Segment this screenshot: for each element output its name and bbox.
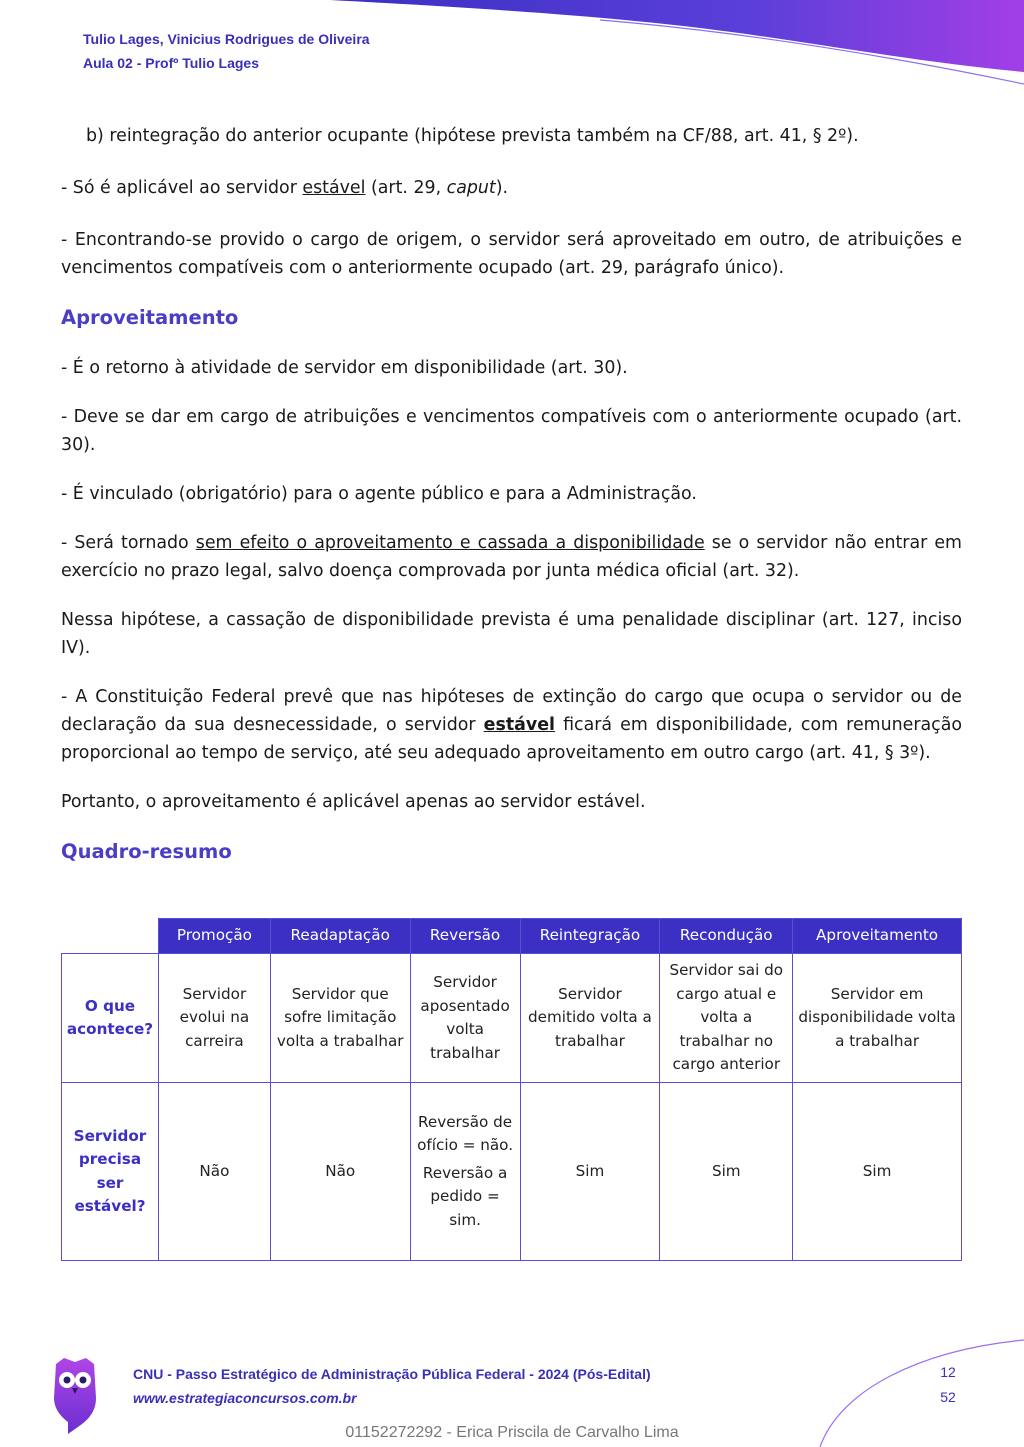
paragraph-constituicao — [61, 683, 962, 767]
paragraph-estavel-a: - Só é aplicável ao servidor — [61, 178, 303, 198]
table-row — [62, 954, 962, 1083]
page-total: 52 — [940, 1389, 956, 1405]
paragraph-estavel-b: (art. 29, — [365, 178, 447, 198]
table-cell: Sim — [793, 1083, 962, 1261]
owl-logo-icon — [52, 1356, 98, 1434]
table-cell: Servidor em disponibilidade volta a trabalhar — [793, 954, 962, 1083]
paragraph-constituicao-underlined: estável — [483, 715, 555, 735]
table-cell: Servidor evolui na carreira — [158, 954, 270, 1083]
table-cell: Servidor que sofre limitação volta a trabalhar — [270, 954, 410, 1083]
header-authors: Tulio Lages, Vinicius Rodrigues de Oliveira — [83, 31, 370, 47]
table-row — [62, 1083, 962, 1261]
paragraph-vinculado: - É vinculado (obrigatório) para o agente público e para a Administração. — [61, 484, 697, 504]
table-cell-reversao — [410, 1083, 520, 1261]
reversao-de-oficio: Reversão de ofício = não. — [417, 1112, 514, 1155]
paragraph-estavel-underlined: estável — [302, 178, 366, 198]
table-header-row — [62, 919, 962, 954]
table-cell: Servidor aposentado volta trabalhar — [410, 954, 520, 1083]
header-lesson: Aula 02 - Profº Tulio Lages — [83, 55, 259, 71]
footer-site-link[interactable]: www.estrategiaconcursos.com.br — [133, 1390, 357, 1406]
heading-aproveitamento: Aproveitamento — [61, 306, 239, 329]
table-cell: Sim — [660, 1083, 793, 1261]
table-cell: Sim — [520, 1083, 660, 1261]
paragraph-retorno: - É o retorno à atividade de servidor em disponibilidade (art. 30). — [61, 358, 628, 378]
heading-quadro-resumo: Quadro-resumo — [61, 840, 232, 863]
paragraph-sem-efeito-b: se o servidor não entrar em exercício no prazo legal, salvo doença comprovada por junta médica oficial (art. 32). — [61, 533, 962, 581]
paragraph-sem-efeito-a: - Será tornado — [61, 533, 196, 553]
paragraph-estavel-c: ). — [495, 178, 509, 198]
paragraph-atribuicoes: - Deve se dar em cargo de atribuições e vencimentos compatíveis com o anteriormente ocupado (art. 30). — [61, 407, 962, 455]
table-cell: Não — [158, 1083, 270, 1261]
document-body — [61, 120, 962, 866]
paragraph-cargo-provido: - Encontrando-se provido o cargo de origem, o servidor será aproveitado em outro, de atribuições e vencimentos compatíveis com o anteriormente ocupado (art. 29, parágrafo único). — [61, 230, 962, 278]
column-header: Readaptação — [270, 919, 410, 954]
paragraph-constituicao-a: - A Constituição Federal prevê que nas hipóteses de extinção do cargo que ocupa o servidor ou de declaração da sua desnecessidade, o servidor — [61, 687, 962, 735]
paragraph-sem-efeito-underlined: sem efeito o aproveitamento e cassada a disponibilidade — [195, 533, 705, 553]
column-header: Reintegração — [520, 919, 660, 954]
header — [83, 27, 370, 75]
item-b: b) reintegração do anterior ocupante (hipótese prevista também na CF/88, art. 41, § 2º). — [86, 126, 859, 146]
watermark: 01152272292 - Erica Priscila de Carvalho Lima — [345, 1424, 679, 1441]
reversao-a-pedido: Reversão a pedido = sim. — [422, 1163, 508, 1229]
column-header: Reversão — [410, 919, 520, 954]
table-cell: Servidor sai do cargo atual e volta a trabalhar no cargo anterior — [660, 954, 793, 1083]
table-corner — [62, 919, 159, 954]
paragraph-portanto: Portanto, o aproveitamento é aplicável apenas ao servidor estável. — [61, 792, 646, 812]
footer-course-title: CNU - Passo Estratégico de Administração Pública Federal - 2024 (Pós-Edital) — [133, 1366, 651, 1382]
paragraph-sem-efeito — [61, 529, 962, 585]
column-header: Promoção — [158, 919, 270, 954]
paragraph-estavel-italic: caput — [446, 178, 496, 198]
column-header: Aproveitamento — [793, 919, 962, 954]
paragraph-penalidade: Nessa hipótese, a cassação de disponibilidade prevista é uma penalidade disciplinar (art. 127, inciso IV). — [61, 610, 962, 658]
column-header: Recondução — [660, 919, 793, 954]
row-label-precisa-ser-estavel: Servidor precisa ser estável? — [62, 1083, 159, 1261]
row-label-o-que-acontece: O que acontece? — [62, 954, 159, 1083]
table-cell: Não — [270, 1083, 410, 1261]
table-cell: Servidor demitido volta a trabalhar — [520, 954, 660, 1083]
summary-table — [61, 918, 962, 1261]
page-number: 12 — [940, 1364, 956, 1380]
paragraph-constituicao-b: ficará em disponibilidade, com remuneração proporcional ao tempo de serviço, até seu adequado aproveitamento em outro cargo (art. 41, § 3º). — [61, 715, 962, 763]
paragraph-estavel — [61, 174, 962, 202]
